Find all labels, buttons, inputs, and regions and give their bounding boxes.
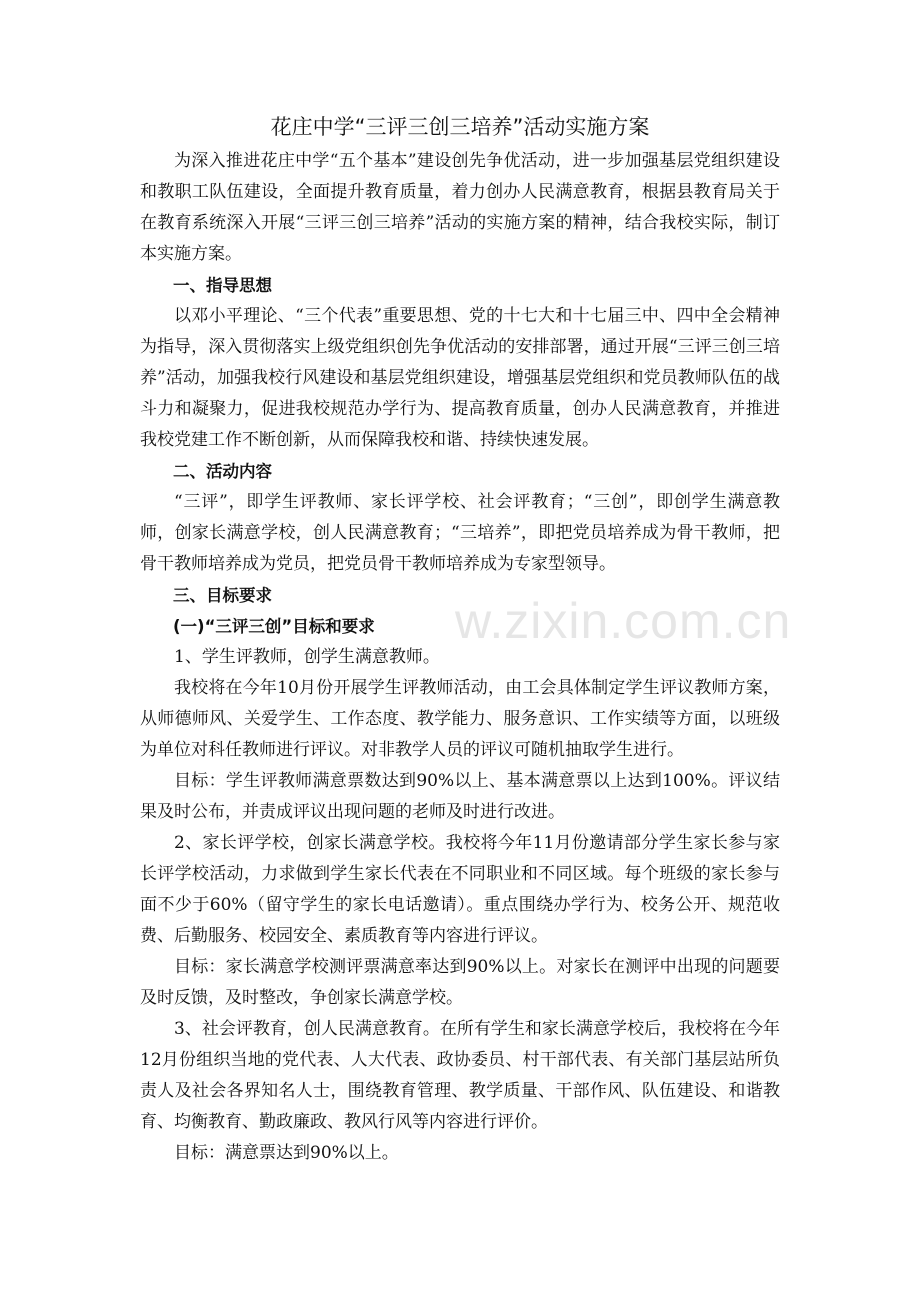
subsection-heading-goals-requirements: (一)“三评三创”目标和要求	[173, 617, 375, 636]
item-2-target: 目标：家长满意学校测评票满意率达到90%以上。对家长在测评中出现的问题要及时反馈，及时整改，争创家长满意学校。	[140, 957, 780, 1008]
intro-paragraph: 为深入推进花庄中学“五个基本”建设创先争优活动，进一步加强基层党组织建设和教职工队伍建设，全面提升教育质量，着力创办人民满意教育，根据县教育局关于在教育系统深入开展“三评三创三培养”活动的实施方案的精神，结合我校实际，制订本实施方案。	[140, 151, 780, 264]
document-body	[140, 146, 780, 1169]
item-3-target: 目标：满意票达到90%以上。	[174, 1143, 399, 1163]
item-3-paragraph: 3、社会评教育，创人民满意教育。在所有学生和家长满意学校后，我校将在今年12月份组织当地的党代表、人大代表、政协委员、村干部代表、有关部门基层站所负责人及社会各界知名人士，围绕教育管理、教学质量、干部作风、队伍建设、和谐教育、均衡教育、勤政廉政、教风行风等内容进行评价。	[140, 1019, 780, 1132]
item-1-heading: 1、学生评教师，创学生满意教师。	[174, 647, 440, 667]
watermark: w.zixin.com.cn	[455, 593, 792, 649]
item-2-paragraph: 2、家长评学校，创家长满意学校。我校将今年11月份邀请部分学生家长参与家长评学校活动，力求做到学生家长代表在不同职业和不同区域。每个班级的家长参与面不少于60%（留守学生的家长电话邀请）。重点围绕办学行为、校务公开、规范收费、后勤服务、校园安全、素质教育等内容进行评议。	[140, 833, 780, 946]
section-heading-goals: 三、目标要求	[173, 586, 272, 605]
item-1-target: 目标：学生评教师满意票数达到90%以上、基本满意票以上达到100%。评议结果及时公布，并责成评议出现问题的老师及时进行改进。	[140, 771, 780, 822]
section-heading-activity-content: 二、活动内容	[173, 462, 272, 481]
section-heading-guiding-ideology: 一、指导思想	[173, 276, 272, 295]
item-1-paragraph: 我校将在今年10月份开展学生评教师活动，由工会具体制定学生评议教师方案，从师德师风、关爱学生、工作态度、教学能力、服务意识、工作实绩等方面，以班级为单位对科任教师进行评议。对非教学人员的评议可随机抽取学生进行。	[140, 678, 780, 760]
guiding-ideology-paragraph: 以邓小平理论、“三个代表”重要思想、党的十七大和十七届三中、四中全会精神为指导，深入贯彻落实上级党组织创先争优活动的安排部署，通过开展“三评三创三培养”活动，加强我校行风建设和基层党组织建设，增强基层党组织和党员教师队伍的战斗力和凝聚力，促进我校规范办学行为、提高教育质量，创办人民满意教育，并推进我校党建工作不断创新，从而保障我校和谐、持续快速发展。	[140, 306, 780, 450]
activity-content-paragraph: “三评”，即学生评教师、家长评学校、社会评教育；“三创”，即创学生满意教师，创家长满意学校，创人民满意教育；“三培养”，即把党员培养成为骨干教师，把骨干教师培养成为党员，把党员骨干教师培养成为专家型领导。	[140, 492, 780, 574]
document-title: 花庄中学“三评三创三培养”活动实施方案	[270, 115, 650, 139]
